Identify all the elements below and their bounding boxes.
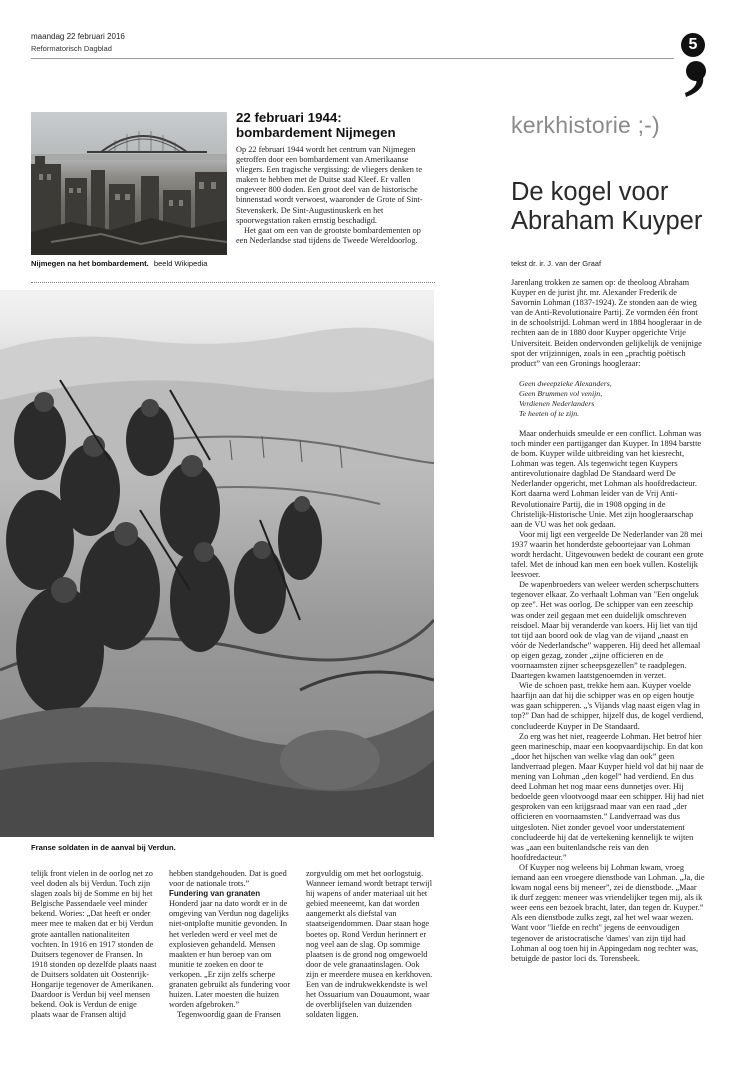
header-date: maandag 22 februari 2016 — [31, 32, 125, 41]
header-publication: Reformatorisch Dagblad — [31, 44, 112, 53]
comma-icon — [678, 60, 710, 102]
verdun-col3-text: zorgvuldig om met het oorlogstuig. Wanneer iemand wordt betrapt terwijl hij wapens of ander materiaal uit het gebied meeneemt, kan dat worden aangemerkt als diefstal van staatseigendommen. Daar staan hoge boetes op. Rond Verdun herinnert er nog veel aan de slag. Op sommige plaatsen is de grond nog omgewoeld door de vele granaatinslagen. Ook zijn er meerdere musea en kerkhoven. Een van de indrukwekkendste is wel het Ossuarium van Douaumont, waar de overblijfselen van duizenden soldaten liggen. — [306, 869, 433, 1020]
poem-line: Geen Brummen vol venijn, — [519, 388, 603, 398]
kerk-p7: Of Kuyper nog weleens bij Lohman kwam, vroeg iemand aan een vroegere dienstbode van Lohman. „Ja, die kwam nogal eens bij meneer”, zei de dienstbode. „Maar ik durf zeggen: meneer was vriendelijker tegen mij, als ik weer eens een bezoek bracht, later, dan tegen dr. Kuyper.” Als een dienstbode zulks zegt, zal het wel waar wezen. Want voor "liefde en recht" jegens de eenvoudigen tegenover de aristocratische 'dames' van zijn tijd had Lohman al oog toen hij in Appingedam nog rechter was, betuigde de pastor loci ds. Torensbeek. — [511, 862, 705, 963]
nijmegen-headline-line2: bombardement Nijmegen — [236, 125, 396, 140]
article-title — [511, 178, 725, 236]
page-number-badge — [681, 33, 705, 57]
verdun-caption-text: Franse soldaten in de aanval bij Verdun. — [31, 843, 176, 852]
verdun-column-2 — [169, 869, 295, 1020]
nijmegen-headline — [236, 110, 436, 140]
nijmegen-article — [236, 145, 428, 246]
poem — [519, 379, 705, 419]
verdun-column-1 — [31, 869, 157, 1020]
poem-line: Geen dweepzieke Alexanders, — [519, 378, 612, 388]
kerk-p4: De wapenbroeders van weleer werden scherpschutters tegenover elkaar. Zo verhaalt Lohman van "Een ongeluk op zee". Het was oorlog. De schipper van een zeeschip was onder zeil gegaan met een duidelijk omschreven reisdoel. Maar bij veranderde van koers. Hij liet van tijd tot tijd aan boord ook de vlag van de vijand „naast en vóór de Nederlandsche” wapperen. Hij deed het allemaal op eigen gezag, zonder „zijne officieren en de voornaamsten zijner scheepsgezellen” te raadplegen. Daartegen kwamen laatstgenoemden in verzet. — [511, 580, 701, 681]
verdun-subheading: Fundering van granaten — [169, 889, 261, 899]
verdun-col1-text: telijk front vielen in de oorlog net zo veel doden als bij Verdun. Toch zijn slagen zoals bij de Somme en bij het Belgische Passendaele veel minder bekend. Wories: „Dat heeft er onder meer mee te maken dat er bij Verdun grote aantallen nationaliteiten vochten. In 1916 en 1917 stonden de Duitsers tegenover de Fransen. In 1918 stonden op dezelfde plaats naast de Duitsers soldaten uit Oostenrijk-Hongarije tegenover de Amerikanen. Daardoor is Verdun bij veel mensen bekend. Ook is Verdun de enige plaats waar de Fransen altijd — [31, 869, 157, 1020]
section-label: kerkhistorie ;-) — [511, 112, 660, 138]
kerk-p1: Jarenlang trokken ze samen op: de theoloog Abraham Kuyper en de jurist jhr. mr. Alexander Frederik de Savornin Lohman (1837-1924). Ze stonden aan de wieg van de Anti-Revolutionaire Partij. Ze vormden één front in de schoolstrijd. Lohman werd in 1884 hoogleraar in de rechten aan de in 1880 door Kuyper opgerichte Vrije Universiteit. Beiden ondervonden gelijkelijk de venijnige spot der vrijzinnigen, zoals in een „prachtig poëtisch product” van een Gronings hoogleraar: — [511, 278, 702, 368]
poem-line: Te heeten of te zijn. — [519, 408, 580, 418]
kerk-p3: Voor mij ligt een vergeelde De Nederlander van 28 mei 1937 waarin het honderdste geboortejaar van Lohman wordt herdacht. Uitgevouwen bedekt de courant een grote tafel. Met de inhoud kan men een boek vullen. Kostelijk leesvoer. — [511, 529, 704, 580]
page-number: 5 — [688, 36, 698, 53]
article-title-line1: De kogel voor — [511, 178, 669, 206]
article-title-line2: Abraham Kuyper — [511, 207, 703, 235]
nijmegen-caption-credit: beeld Wikipedia — [153, 259, 208, 268]
byline: tekst dr. ir. J. van der Graaf — [511, 259, 602, 268]
nijmegen-caption — [31, 259, 231, 268]
nijmegen-photo — [31, 112, 227, 255]
kerk-p2: Maar onderhuids smeulde er een conflict. Lohman was toch minder een partijganger dan Kuyper. In 1894 barstte de bom. Kuyper wilde uitbreiding van het kiesrecht, Lohman was tegen. Als tegenwicht tegen Kuypers antirevolutionaire dagblad De Standaard werd De Nederlander opgericht, met Lohman als hoofdredacteur. Kort daarna werd Lohman leider van de Vrij Anti-Revolutionaire Partij, die in 1908 opging in de Christelijk-Historische Unie. Met zijn hoogleraarschap aan de VU was het ook gedaan. — [511, 428, 702, 529]
verdun-col2-p2: Honderd jaar na dato wordt er in de omgeving van Verdun nog dagelijks niet-ontplofte munitie gevonden. In het verleden werd er veel met de explosieven gehandeld. Mensen maakten er hun beroep van om munitie te zoeken en door te verkopen. „Er zijn zelfs scherpe granaten gebruikt als fundering voor huizen. Later moesten die huizen worden afgebroken.” — [169, 899, 291, 1010]
verdun-col2-p3: Tegenwoordig gaan de Fransen — [177, 1010, 281, 1020]
nijmegen-body: Op 22 februari 1944 wordt het centrum van Nijmegen getroffen door een bombardement van Amerikaanse vliegers. Een tragische vergissing: de vliegers denken te maken te hebben met de Duitse stad Kleef. Er vallen ongeveer 800 doden. Een groot deel van de historische binnenstad wordt verwoest, waaronder de Grote of Sint-Stevenskerk. De Sint-Augustinuskerk en het spoorwegstation raken ernstig beschadigd. — [236, 145, 423, 225]
section-divider — [31, 282, 435, 283]
poem-line: Verdienen Nederlanders — [519, 398, 595, 408]
verdun-column-3 — [306, 869, 434, 1020]
header-rule — [31, 58, 674, 59]
kerkhistorie-article — [511, 278, 705, 964]
kerk-p6: Zo erg was het niet, reageerde Lohman. Het betrof hier geen marineschip, maar een koopvaardijschip. En dat kon „door het hijschen van welke vlag dan ook” geen landverraad plegen. Maar Kuyper hield vol dat hij naar de mening van Lohman „den kogel” had verdiend. En dus deed Lohman het nog maar eens dunnetjes over. Hij bedoelde geen vlootvoogd maar een schipper. Hij had niet gesproken van een krijgsraad maar van een raad „der officieren en voornaamsten.” Landverraad was dus uitgesloten. Niet zonder gevoel voor understatement concludeerde hij dat de vertekening kennelijk te wijten was „aan een buitenlandsche reis van den hoofdredacteur.” — [511, 731, 704, 862]
nijmegen-caption-text: Nijmegen na het bombardement. — [31, 259, 149, 268]
kerk-p5: Wie de schoen past, trekke hem aan. Kuyper voelde haarfijn aan dat hij die schipper was en op eigen houtje was gaan schipperen. „'s Vijands vlag naast eigen vlag in top?” Dan had de schipper, hijzelf dus, de kogel verdiend, concludeerde Kuyper in De Standaard. — [511, 681, 704, 731]
nijmegen-headline-line1: 22 februari 1944: — [236, 110, 342, 125]
verdun-photo — [0, 290, 434, 837]
verdun-caption — [31, 843, 431, 852]
nijmegen-body2: Het gaat om een van de grootste bombardementen op een Nederlandse stad tijdens de Tweede Wereldoorlog. — [236, 225, 421, 245]
verdun-col2-p1: hebben standgehouden. Dat is goed voor de nationale trots.” — [169, 869, 287, 889]
